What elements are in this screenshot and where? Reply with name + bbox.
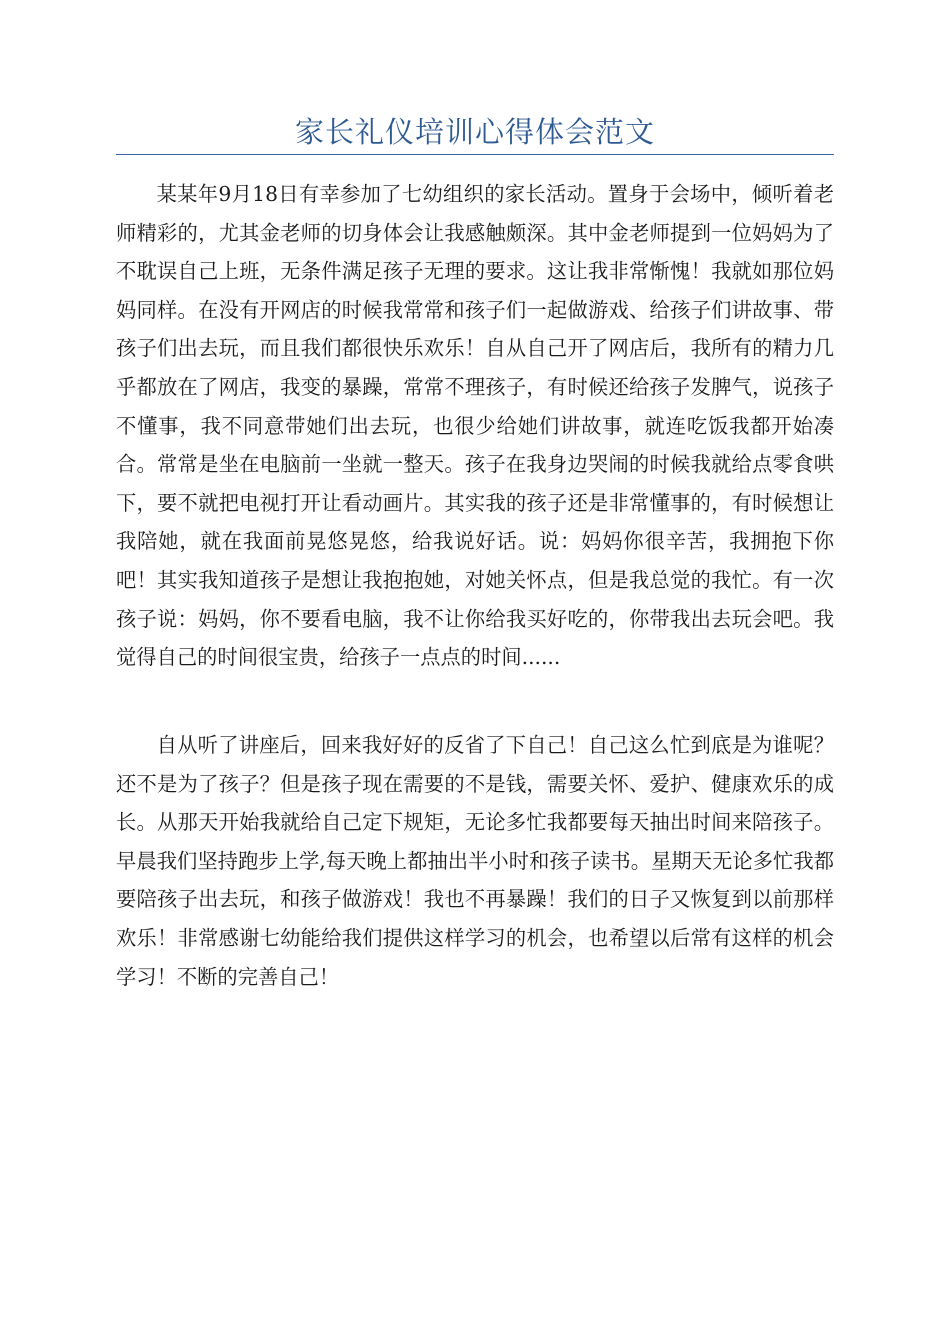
title-underline (116, 154, 834, 155)
body-paragraph-2: 自从听了讲座后，回来我好好的反省了下自己！自己这么忙到底是为谁呢？还不是为了孩子？但是孩子现在需要的不是钱，需要关怀、爱护、健康欢乐的成长。从那天开始我就给自己定下规矩，无论多忙我都要每天抽出时间来陪孩子。早晨我们坚持跑步上学,每天晚上都抽出半小时和孩子读书。星期天无论多忙我都要陪孩子出去玩，和孩子做游戏！我也不再暴躁！我们的日子又恢复到以前那样欢乐！非常感谢七幼能给我们提供这样学习的机会，也希望以后常有这样的机会学习！不断的完善自己！ (116, 733, 834, 989)
body-paragraph-1: 某某年9月18日有幸参加了七幼组织的家长活动。置身于会场中，倾听着老师精彩的，尤其金老师的切身体会让我感触颇深。其中金老师提到一位妈妈为了不耽误自己上班，无条件满足孩子无理的要求。这让我非常惭愧！我就如那位妈妈同样。在没有开网店的时候我常常和孩子们一起做游戏、给孩子们讲故事、带孩子们出去玩，而且我们都很快乐欢乐！自从自己开了网店后，我所有的精力几乎都放在了网店，我变的暴躁，常常不理孩子，有时候还给孩子发脾气，说孩子不懂事，我不同意带她们出去玩，也很少给她们讲故事，就连吃饭我都开始凑合。常常是坐在电脑前一坐就一整天。孩子在我身边哭闹的时候我就给点零食哄下，要不就把电视打开让看动画片。其实我的孩子还是非常懂事的，有时候想让我陪她，就在我面前晃悠晃悠，给我说好话。说：妈妈你很辛苦，我拥抱下你吧！其实我知道孩子是想让我抱抱她，对她关怀点，但是我总觉的我忙。有一次孩子说：妈妈，你不要看电脑，我不让你给我买好吃的，你带我出去玩会吧。我觉得自己的时间很宝贵，给孩子一点点的时间...... (116, 182, 834, 670)
document-title: 家长礼仪培训心得体会范文 (294, 115, 655, 149)
